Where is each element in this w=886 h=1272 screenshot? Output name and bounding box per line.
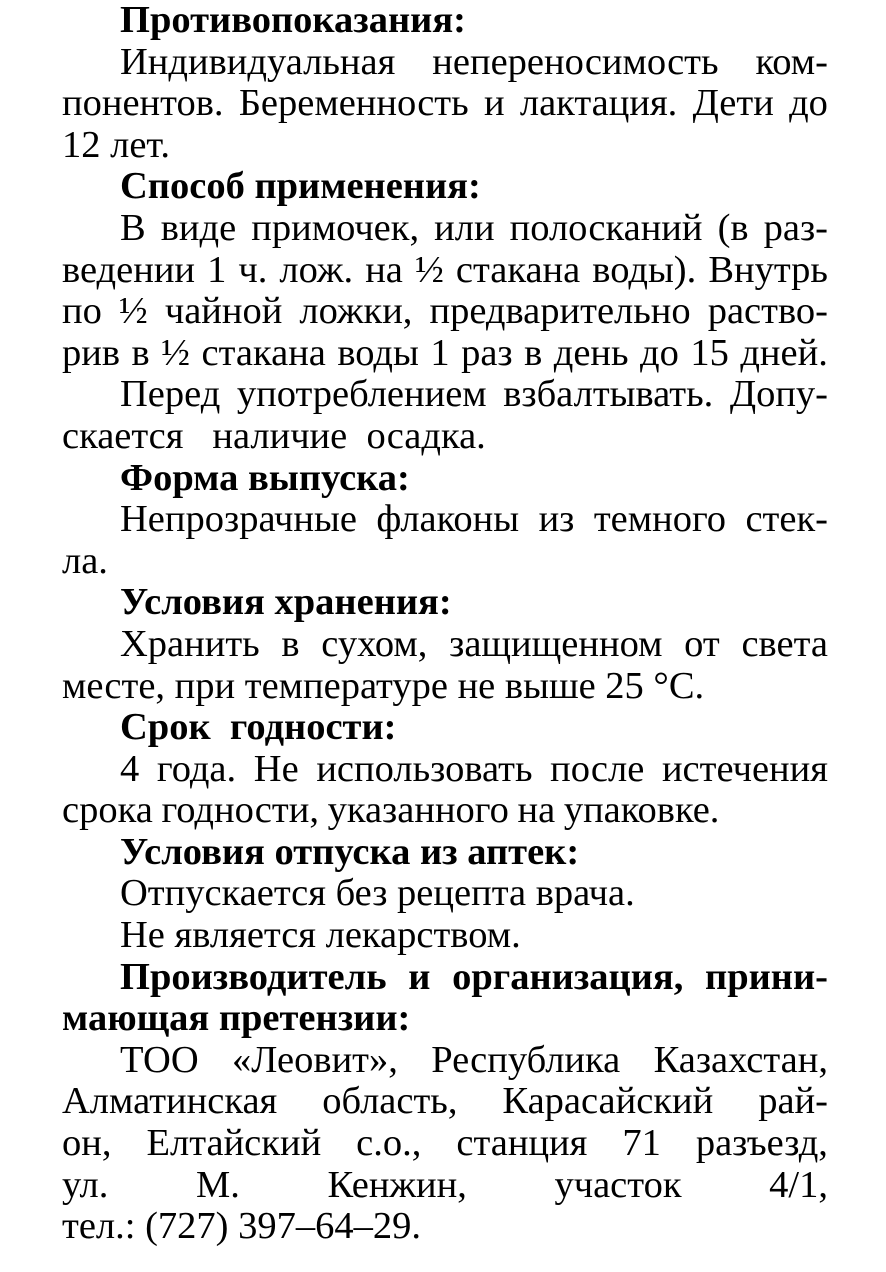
word: 4	[120, 747, 140, 790]
word: Беременность	[238, 82, 469, 125]
word: примочек,	[251, 206, 420, 249]
word: воды	[337, 331, 419, 374]
word: флаконы	[376, 498, 520, 541]
usage-line-3	[62, 291, 828, 333]
word: стакана	[201, 331, 326, 374]
word: защищенном	[449, 622, 663, 665]
word: 4/1,	[769, 1163, 828, 1206]
word: полосканий	[509, 206, 703, 249]
word: указанного	[327, 789, 509, 832]
word: по	[62, 290, 102, 333]
word: раз	[461, 331, 513, 374]
word: ½	[118, 290, 148, 333]
manufacturer-line-1	[62, 1040, 828, 1082]
word: участок	[554, 1163, 682, 1206]
word: чайной	[164, 290, 283, 333]
word: на	[517, 789, 556, 832]
storage-heading: Условия хранения:	[120, 581, 452, 624]
word: года.	[156, 747, 237, 790]
word: и	[483, 82, 505, 125]
manufacturer-line-2	[62, 1081, 828, 1123]
word: понентов.	[62, 82, 224, 125]
word: В	[120, 206, 146, 249]
contraindications-line-1	[62, 42, 828, 84]
word: после	[550, 747, 645, 790]
leaflet-page	[62, 0, 828, 1248]
word: Дети	[692, 82, 774, 125]
word: дней.	[740, 331, 828, 374]
word: Допу-	[729, 373, 828, 416]
word: прини-	[705, 955, 828, 998]
usage-line-1	[62, 208, 828, 250]
word: с.о.,	[356, 1122, 422, 1165]
shelf-life-line-1	[62, 749, 828, 791]
release-form-heading: Форма выпуска:	[120, 456, 410, 499]
manufacturer-heading-line-1	[62, 957, 828, 999]
word: сухом,	[321, 622, 428, 665]
word: Алматинская	[62, 1080, 278, 1123]
word: рив	[62, 331, 121, 374]
word: предварительно	[429, 290, 691, 333]
dispensing-line-1: Отпускается без рецепта врача.	[120, 872, 635, 915]
manufacturer-line-3	[62, 1123, 828, 1165]
word: ком-	[755, 40, 828, 83]
word: ул.	[62, 1163, 109, 1206]
word: употреблением	[236, 373, 487, 416]
manufacturer-line-5: тел.: (727) 397–64–29.	[62, 1205, 421, 1248]
word: в	[524, 331, 543, 374]
word: из	[538, 498, 575, 541]
word: стек-	[745, 498, 828, 541]
word: срока	[62, 789, 153, 832]
usage-line-5	[62, 374, 828, 416]
word: 71	[622, 1122, 661, 1165]
word: и	[408, 955, 431, 998]
word: на	[365, 248, 403, 291]
contraindications-line-3: 12 лет.	[62, 123, 170, 166]
word: стакана	[455, 248, 581, 291]
word: до	[789, 82, 828, 125]
word: Елтайский	[146, 1122, 322, 1165]
word: ½	[161, 331, 191, 374]
word: в	[131, 331, 150, 374]
word: в	[281, 622, 300, 665]
word: годности,	[161, 789, 319, 832]
word: (в	[717, 206, 749, 249]
dispensing-heading: Условия отпуска из аптек:	[120, 830, 580, 873]
word: лож.	[279, 248, 354, 291]
shelf-life-heading: Срок годности:	[120, 706, 397, 749]
word: Кенжин,	[327, 1163, 467, 1206]
word: до	[640, 331, 679, 374]
word: 1	[430, 331, 450, 374]
word: использовать	[316, 747, 533, 790]
word: упаковке.	[563, 789, 720, 832]
word: истечения	[661, 747, 828, 790]
word: станция	[456, 1122, 588, 1165]
word: 1	[207, 248, 227, 291]
release-form-line-2: ла.	[62, 539, 108, 582]
word: 15	[690, 331, 729, 374]
word: непереносимость	[432, 40, 719, 83]
word: Карасайский	[502, 1080, 714, 1123]
word: лактация.	[519, 82, 678, 125]
word: «Леовит»,	[231, 1038, 398, 1081]
word: Республика	[431, 1038, 621, 1081]
word: раство-	[707, 290, 828, 333]
storage-line-1	[62, 624, 828, 666]
word: он,	[62, 1122, 112, 1165]
usage-line-4	[62, 333, 828, 375]
word: раз-	[763, 206, 828, 249]
word: разъезд,	[695, 1122, 828, 1165]
word: М.	[196, 1163, 240, 1206]
word: Перед	[120, 373, 221, 416]
word: света	[741, 622, 828, 665]
word: Не	[253, 747, 299, 790]
word: Хранить	[120, 622, 260, 665]
word: Производитель	[120, 955, 387, 998]
release-form-line-1	[62, 499, 828, 541]
word: от	[684, 622, 720, 665]
word: Казахстан,	[653, 1038, 828, 1081]
dispensing-line-2: Не является лекарством.	[120, 914, 521, 957]
usage-line-2	[62, 250, 828, 292]
word: рай-	[758, 1080, 828, 1123]
word: область,	[322, 1080, 458, 1123]
word: Непрозрачные	[120, 498, 357, 541]
manufacturer-heading-line-2: мающая претензии:	[62, 997, 411, 1040]
word: ½	[414, 248, 444, 291]
word: ТОО	[120, 1038, 199, 1081]
word: темного	[593, 498, 727, 541]
word: организация,	[452, 955, 684, 998]
contraindications-heading: Противопоказания:	[120, 0, 466, 41]
word: Индивидуальная	[120, 40, 396, 83]
word: воды).	[592, 248, 697, 291]
word: ведении	[62, 248, 196, 291]
word: день	[553, 331, 629, 374]
word: ложки,	[299, 290, 413, 333]
shelf-life-line-2	[62, 790, 828, 832]
word: ч.	[238, 248, 268, 291]
manufacturer-line-4	[62, 1165, 828, 1207]
word: взбалтывать.	[503, 373, 714, 416]
storage-line-2: месте, при температуре не выше 25 °С.	[62, 664, 705, 707]
contraindications-line-2	[62, 83, 828, 125]
usage-heading: Способ применения:	[120, 165, 481, 208]
word: виде	[160, 206, 237, 249]
word: или	[434, 206, 495, 249]
usage-line-6: скается наличие осадка.	[62, 414, 486, 457]
word: Внутрь	[708, 248, 828, 291]
